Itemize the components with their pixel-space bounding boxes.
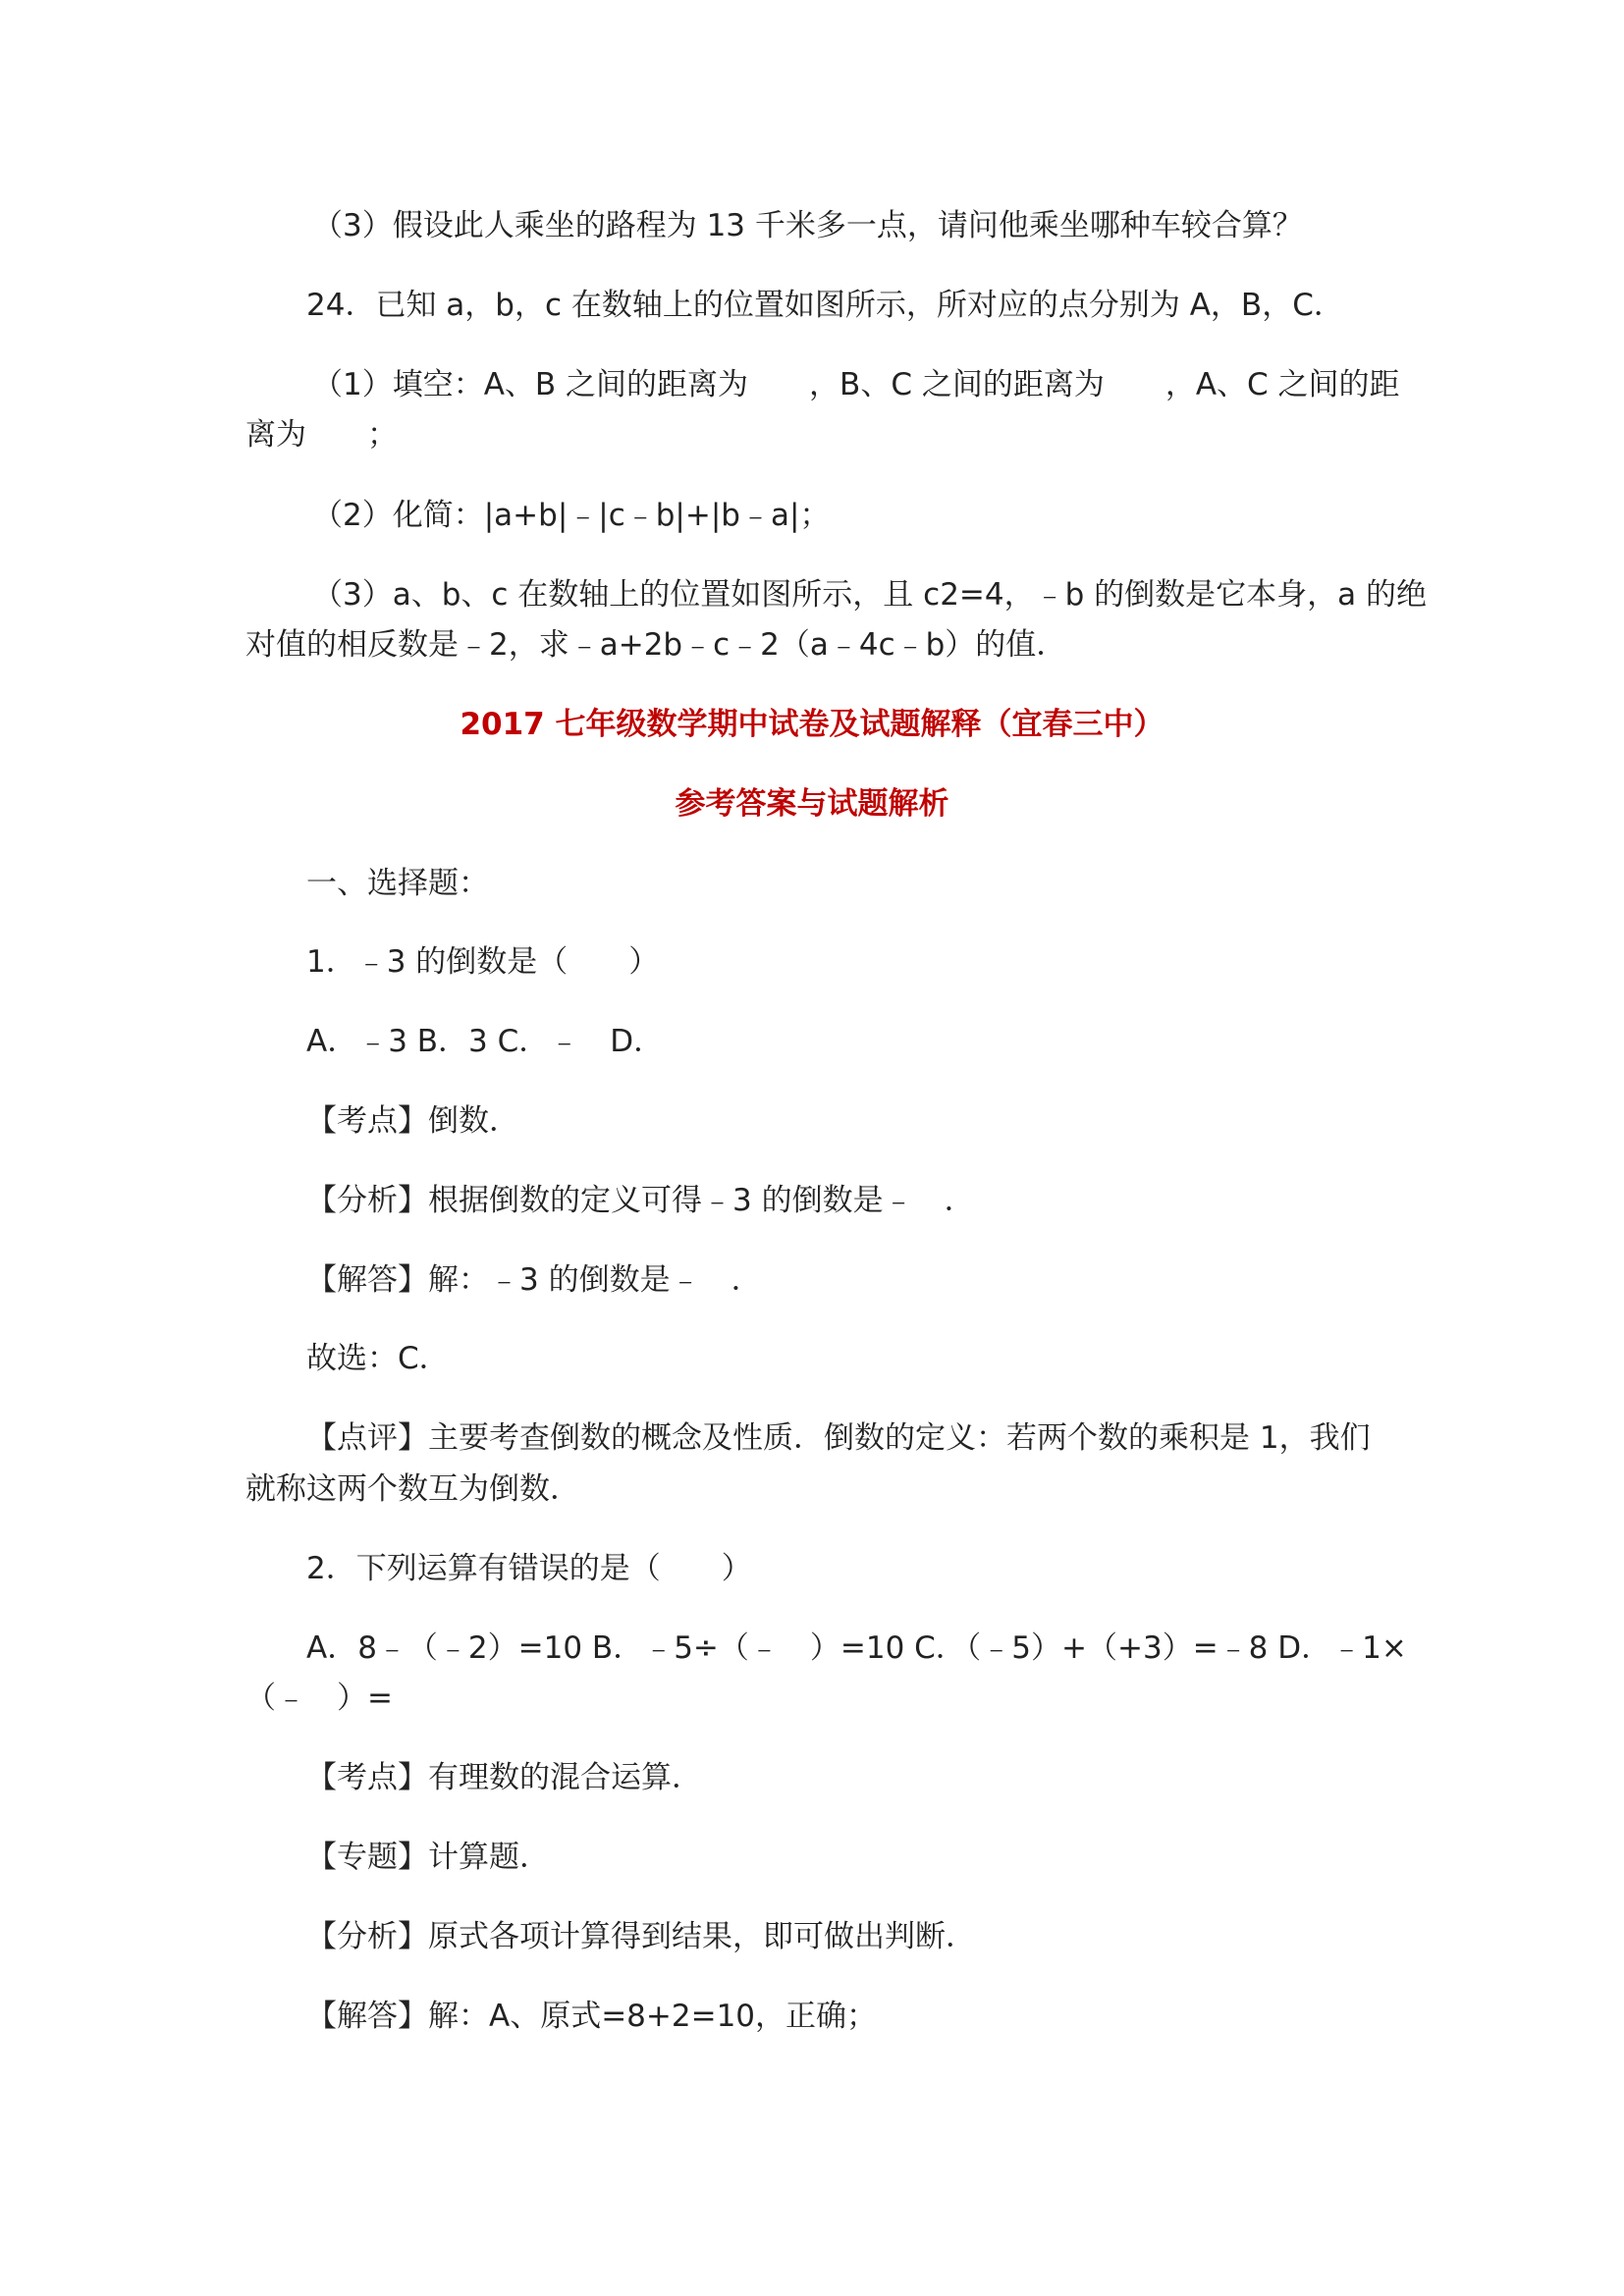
q2-fenxi: 【分析】原式各项计算得到结果，即可做出判断． (306, 1919, 976, 1954)
q1-kaodian: 【考点】倒数． (306, 1103, 519, 1139)
q1-answer: 故选：C． (306, 1341, 450, 1376)
q1-options: A．﹣3 B．3 C．﹣ D． (306, 1024, 665, 1059)
q24-stem: 24．已知 a，b，c 在数轴上的位置如图所示，所对应的点分别为 A，B，C． (306, 288, 1344, 323)
q2-options-line1: A．8﹣（﹣2）=10 B．﹣5÷（﹣ ）=10 C．（﹣5）+（+3）=﹣8 D．﹣1× (306, 1630, 1407, 1666)
q24-part1-line1: （1）填空：A、B 之间的距离为 ，B、C 之间的距离为 ，A、C 之间的距 (312, 367, 1400, 402)
section-heading: 一、选择题： (306, 866, 489, 901)
q1-stem: 1．﹣3 的倒数是（ ） (306, 944, 660, 980)
q2-stem: 2．下列运算有错误的是（ ） (306, 1551, 752, 1586)
q24-part2: （2）化简：|a+b|﹣|c﹣b|+|b﹣a|； (312, 498, 831, 533)
q1-dianping-line1: 【点评】主要考查倒数的概念及性质．倒数的定义：若两个数的乘积是 1，我们 (306, 1420, 1371, 1456)
q24-part3-line2: 对值的相反数是﹣2，求﹣a+2b﹣c﹣2（a﹣4c﹣b）的值． (245, 627, 1067, 663)
q2-options-line2: （﹣ ）= (245, 1681, 393, 1716)
q2-jieda: 【解答】解：A、原式=8+2=10，正确； (306, 1999, 878, 2034)
q1-dianping-line2: 就称这两个数互为倒数． (245, 1471, 580, 1507)
q2-zhuanti: 【专题】计算题． (306, 1840, 550, 1875)
page-title: 2017 七年级数学期中试卷及试题解释（宜春三中） (460, 707, 1164, 742)
q24-part3-line1: （3）a、b、c 在数轴上的位置如图所示，且 c2=4，﹣b 的倒数是它本身，a 的绝 (312, 577, 1427, 613)
q1-jieda: 【解答】解：﹣3 的倒数是﹣ ． (306, 1262, 762, 1298)
page-subtitle: 参考答案与试题解析 (675, 786, 949, 822)
q23-part3: （3）假设此人乘坐的路程为 13 千米多一点，请问他乘坐哪种车较合算？ (312, 208, 1303, 243)
q2-kaodian: 【考点】有理数的混合运算． (306, 1760, 702, 1795)
q1-fenxi: 【分析】根据倒数的定义可得﹣3 的倒数是﹣ ． (306, 1183, 975, 1218)
q24-part1-line2: 离为 ； (245, 417, 398, 453)
